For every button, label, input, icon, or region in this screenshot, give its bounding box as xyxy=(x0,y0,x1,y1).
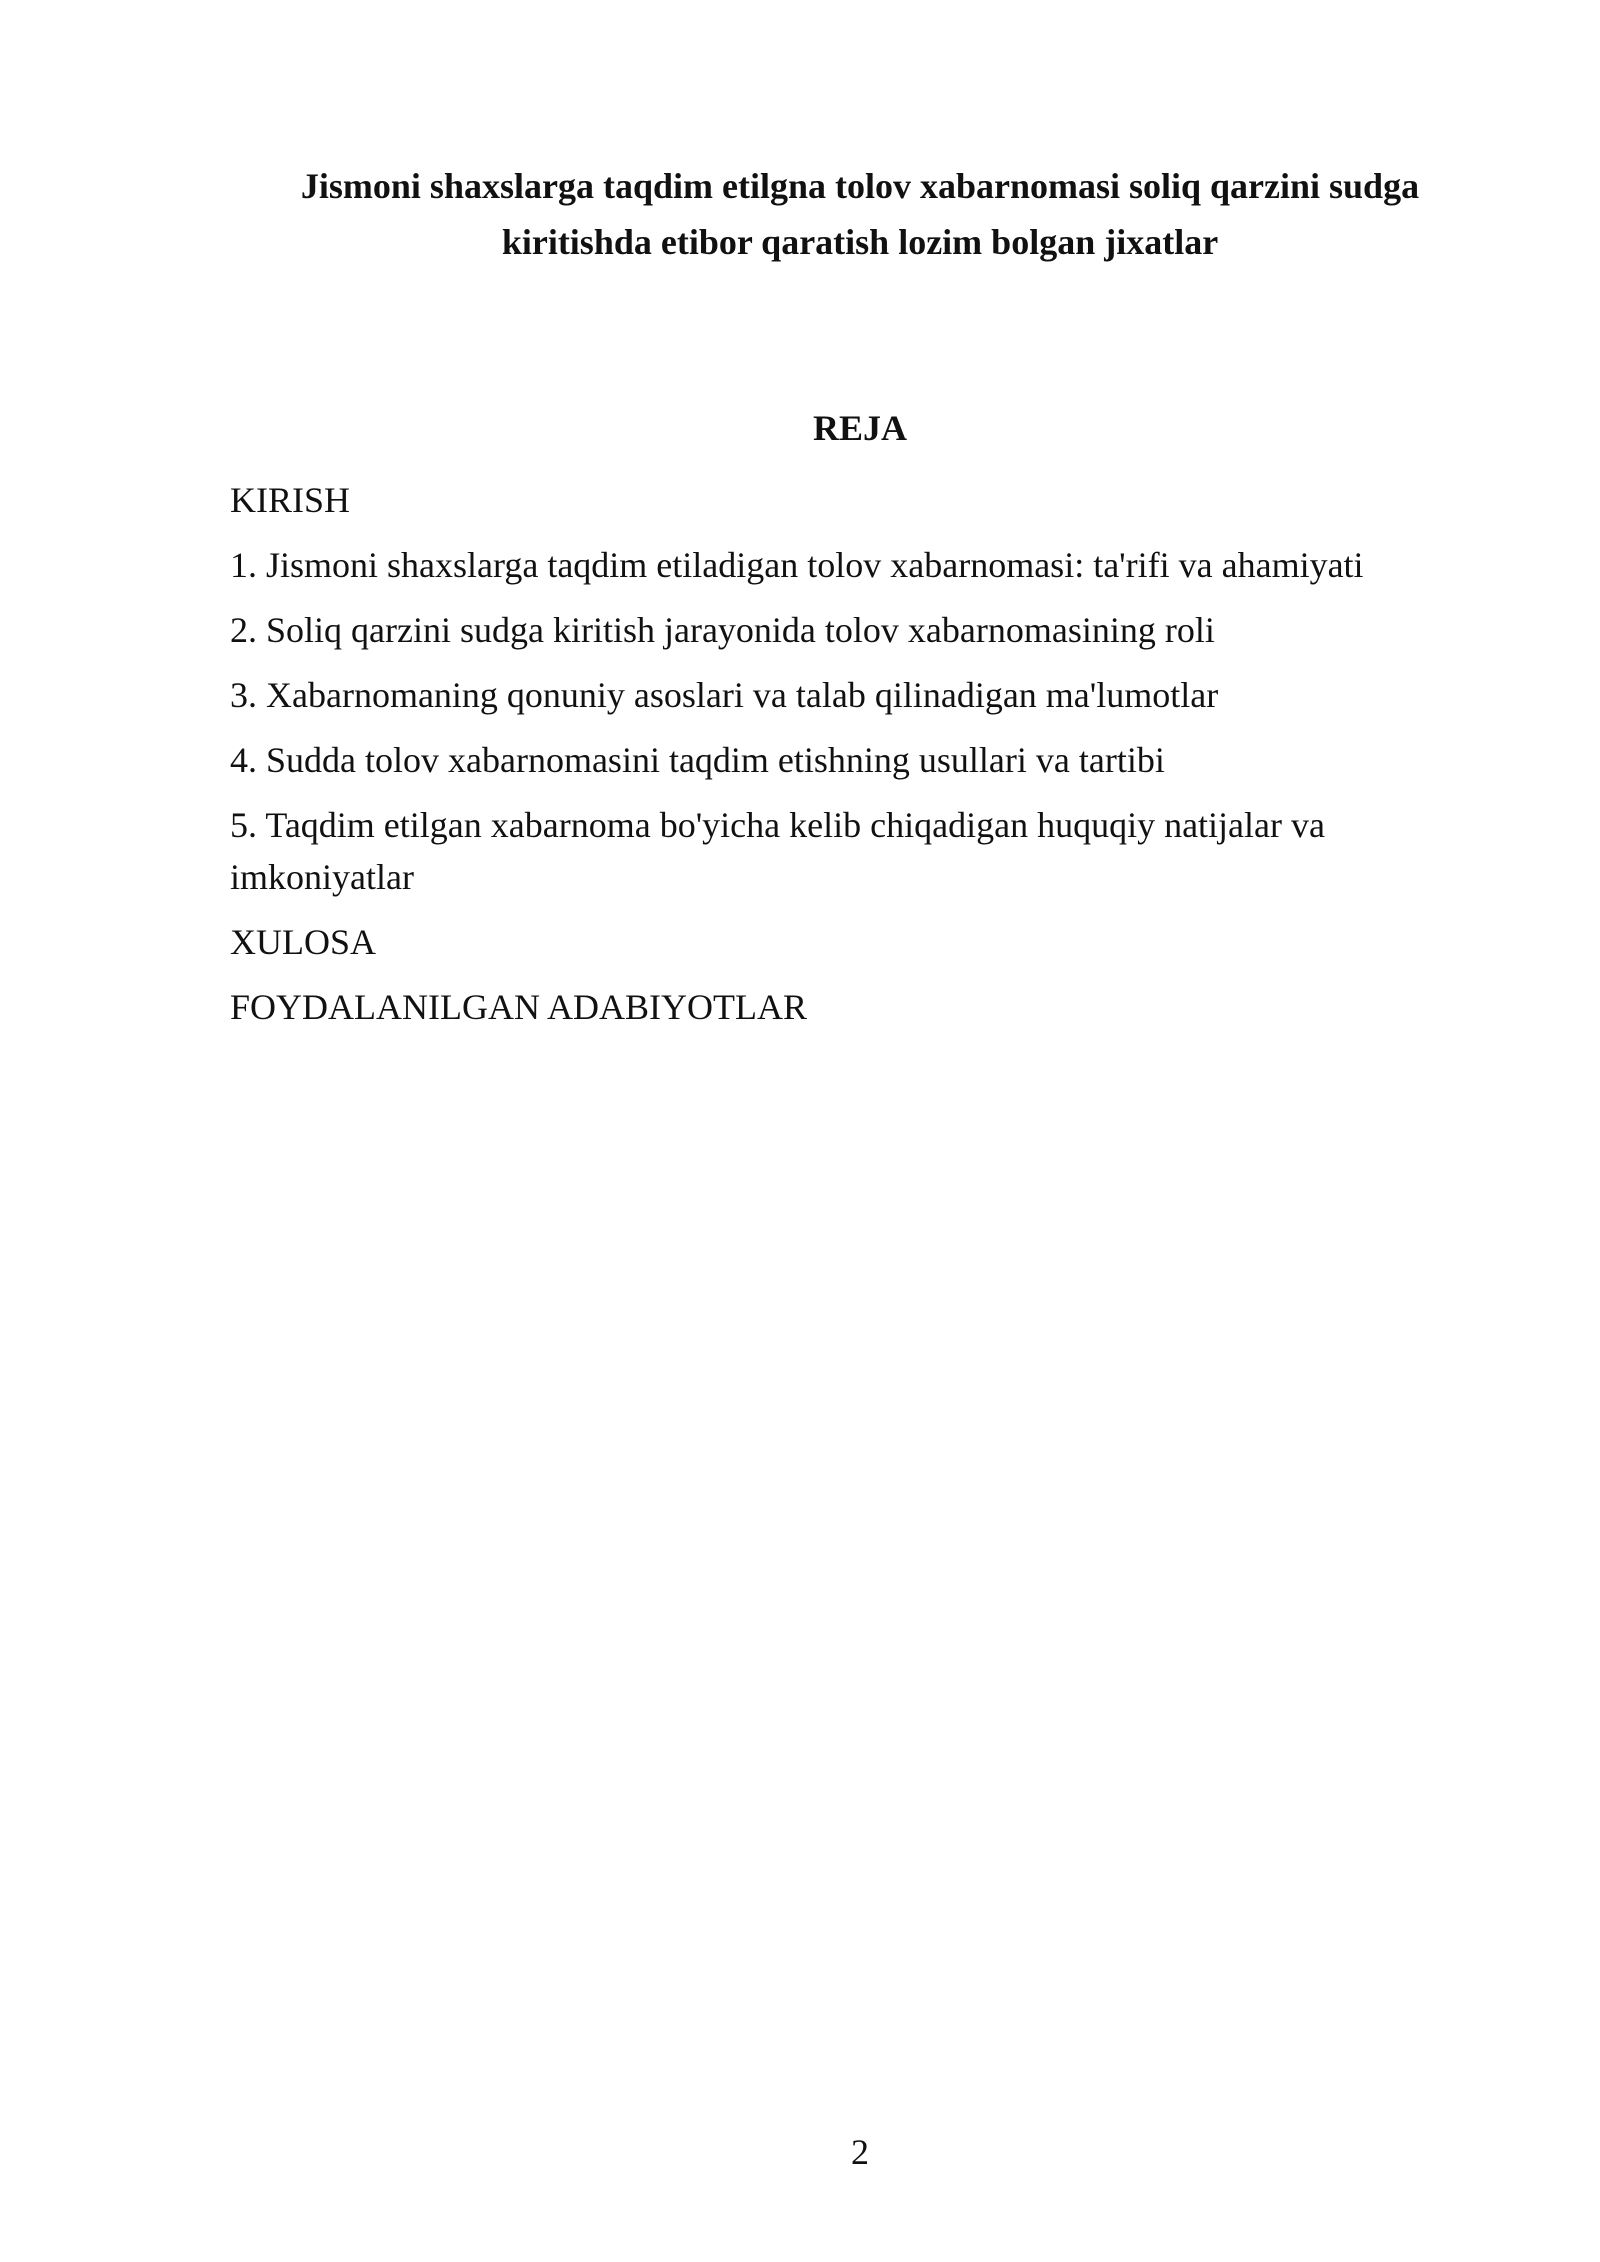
plan-list xyxy=(230,474,1480,1046)
plan-heading: REJA xyxy=(812,408,907,448)
plan-item: 3. Xabarnomaning qonuniy asoslari va talab qilinadigan ma'lumotlar xyxy=(230,675,1219,715)
page-number: 2 xyxy=(851,2132,869,2172)
plan-item-references: FOYDALANILGAN ADABIYOTLAR xyxy=(230,987,807,1027)
plan-item: 5. Taqdim etilgan xabarnoma bo'yicha kelib chiqadigan huquqiy natijalar va imkoniyatlar xyxy=(230,805,1325,897)
document-title xyxy=(230,158,1490,270)
plan-item: 2. Soliq qarzini sudga kiritish jarayonida tolov xabarnomasining roli xyxy=(230,610,1215,650)
plan-item: 1. Jismoni shaxslarga taqdim etiladigan tolov xabarnomasi: ta'rifi va ahamiyati xyxy=(230,545,1364,585)
plan-item-conclusion: XULOSA xyxy=(230,922,377,962)
plan-item-introduction: KIRISH xyxy=(230,480,351,520)
document-title-line: Jismoni shaxslarga taqdim etilgna tolov xabarnomasi soliq qarzini sudga xyxy=(300,166,1420,206)
document-title-line: kiritishda etibor qaratish lozim bolgan jixatlar xyxy=(501,222,1219,262)
plan-item: 4. Sudda tolov xabarnomasini taqdim etishning usullari va tartibi xyxy=(230,740,1165,780)
